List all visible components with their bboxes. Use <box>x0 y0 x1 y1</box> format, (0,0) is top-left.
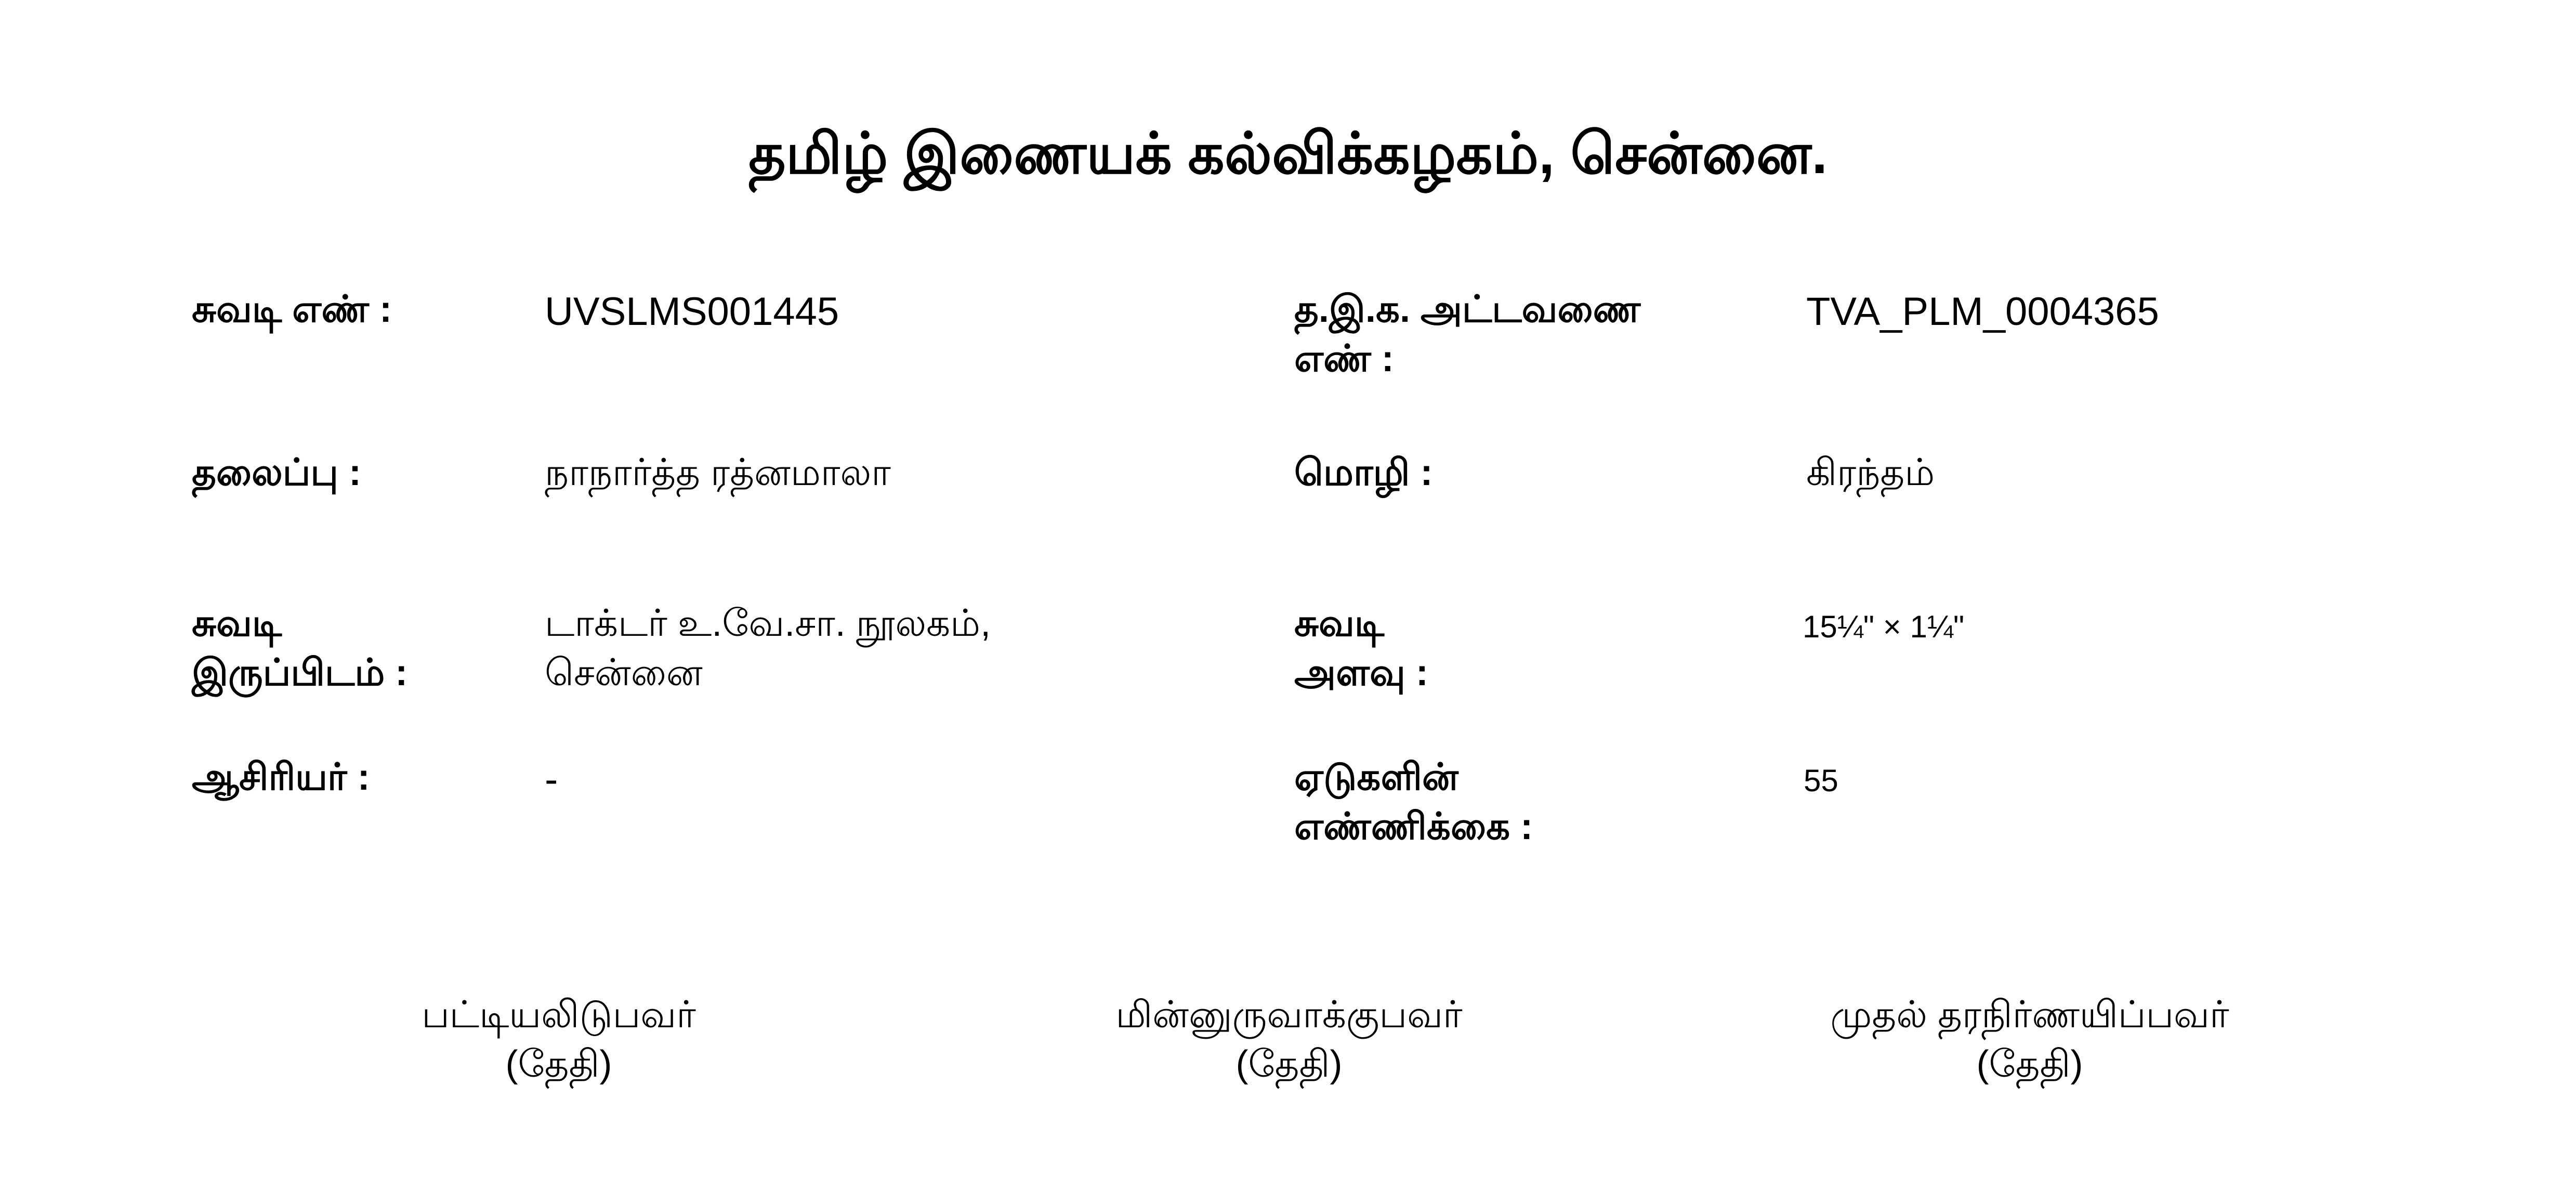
signature-cataloguer <box>221 990 897 1089</box>
catalogue-number-label-line2: எண் : <box>1294 338 1394 380</box>
author-value <box>545 755 558 804</box>
manuscript-size-label <box>1294 599 1428 698</box>
language-value-line: கிரந்தம் <box>1806 452 1935 493</box>
manuscript-location-value-line2: சென்னை <box>545 652 703 694</box>
author-label-line: ஆசிரியர் : <box>192 756 370 798</box>
page-title: தமிழ் இணையக் கல்விக்கழகம், சென்னை. <box>748 122 1828 186</box>
work-title-value-line: நாநார்த்த ரத்னமாலா <box>545 452 891 493</box>
signature-first-quality-assessor <box>1692 990 2368 1089</box>
author-label <box>192 753 370 802</box>
signature-digitizer <box>951 990 1627 1089</box>
leaf-count-value-line: 55 <box>1804 763 1838 798</box>
leaf-count-label <box>1294 753 1533 852</box>
manuscript-size-value <box>1803 602 1964 651</box>
author-value-line: - <box>545 757 558 802</box>
manuscript-location-label-line2: இருப்பிடம் : <box>192 652 408 694</box>
language-label-line: மொழி : <box>1294 452 1433 493</box>
manuscript-size-label-line2: அளவு : <box>1294 652 1428 694</box>
leaf-count-value <box>1804 756 1838 805</box>
signature-first-quality-assessor-date-label: (தேதி) <box>1976 1043 2083 1085</box>
manuscript-location-label-line1: சுவடி <box>192 603 282 644</box>
language-value <box>1806 448 1935 498</box>
catalogue-number-label-line1: த.இ.க. அட்டவணை <box>1294 289 1641 330</box>
manuscript-number-value-line: UVSLMS001445 <box>545 290 839 334</box>
signature-cataloguer-date-label: (தேதி) <box>505 1043 612 1085</box>
work-title-label <box>192 448 361 498</box>
manuscript-number-label-line: சுவடி எண் : <box>192 289 392 330</box>
manuscript-location-value <box>545 599 991 698</box>
signature-digitizer-date-label: (தேதி) <box>1236 1043 1343 1085</box>
manuscript-location-label <box>192 599 408 698</box>
leaf-count-label-line1: ஏடுகளின் <box>1294 756 1458 798</box>
signature-cataloguer-role: பட்டியலிடுபவர் <box>422 994 696 1036</box>
signature-first-quality-assessor-role: முதல் தரநிர்ணயிப்பவர் <box>1830 994 2229 1036</box>
catalogue-number-label <box>1294 285 1640 384</box>
manuscript-size-value-line: 15¼" × 1¼" <box>1803 609 1965 644</box>
catalogue-number-value <box>1806 287 2159 336</box>
work-title-value <box>545 448 891 498</box>
manuscript-size-label-line1: சுவடி <box>1294 603 1385 644</box>
leaf-count-label-line2: எண்ணிக்கை : <box>1294 806 1533 847</box>
language-label <box>1294 448 1432 498</box>
manuscript-location-value-line1: டாக்டர் உ.வே.சா. நூலகம், <box>545 603 991 644</box>
manuscript-number-label <box>192 285 392 334</box>
catalogue-number-value-line: TVA_PLM_0004365 <box>1806 290 2159 334</box>
manuscript-number-value <box>545 287 839 336</box>
work-title-label-line: தலைப்பு : <box>192 452 361 493</box>
signature-digitizer-role: மின்னுருவாக்குபவர் <box>1115 994 1463 1036</box>
